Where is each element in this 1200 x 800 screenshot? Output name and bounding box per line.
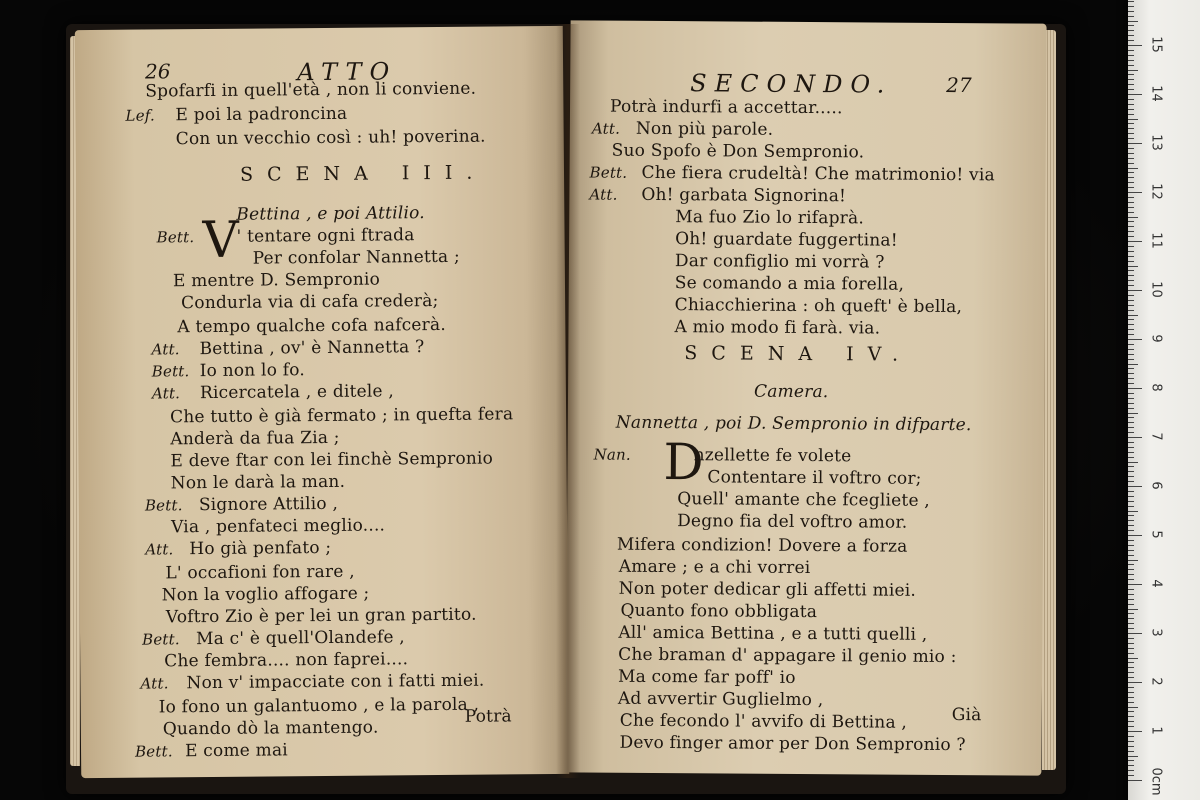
ruler-tick [1128,707,1138,708]
ruler-label: 12 [1148,183,1164,200]
ruler-tick [1128,545,1134,546]
ruler-tick [1128,359,1134,360]
ruler-tick [1128,1,1134,2]
ruler-tick [1128,84,1134,85]
speaker-label: Att. [591,119,621,138]
ruler-tick [1128,393,1134,394]
ruler-tick [1128,667,1134,668]
ruler-tick [1128,315,1138,316]
ruler-tick [1128,285,1134,286]
ruler-tick [1128,726,1134,727]
ruler-tick [1128,21,1138,22]
ruler-tick [1128,300,1134,301]
text-line: Devo finger amor per Don Sempronio ? [619,732,966,756]
text-line: Non la voglio affogare ; [161,583,370,606]
text-line: L' occafioni fon rare , [165,561,355,584]
ruler-tick [1128,246,1134,247]
ruler-tick [1128,427,1134,428]
ruler-tick [1128,765,1134,766]
text-line: Bettina , ov' è Nannetta ? [199,337,425,360]
ruler-tick [1128,94,1142,95]
ruler-tick [1128,623,1134,624]
ruler-tick [1128,466,1134,467]
ruler-tick [1128,236,1134,237]
ruler-tick [1128,207,1134,208]
ruler-tick [1128,383,1134,384]
ruler-tick [1128,555,1134,556]
text-line: Se comando a mia forella, [674,273,905,295]
ruler-tick [1128,104,1134,105]
ruler-tick [1128,89,1134,90]
speaker-label: Att. [151,384,181,403]
ruler-tick [1128,290,1142,291]
text-line: Chiacchierina : oh queft' è bella, [674,295,963,318]
text-line: Non v' impacciate con i fatti miei. [186,670,485,694]
ruler-label: 3 [1148,628,1164,637]
ruler-tick [1128,368,1134,369]
ruler-tick [1128,716,1134,717]
ruler-label: 11 [1148,232,1164,249]
ruler-label: 9 [1148,334,1164,343]
page-number: 27 [946,72,972,98]
ruler-tick [1128,687,1134,688]
text-line: Voftro Zio è per lei un gran partito. [165,604,477,628]
left-page [75,26,570,778]
ruler-tick [1128,692,1134,693]
ruler-tick [1128,329,1134,330]
ruler-tick [1128,633,1142,634]
ruler-tick [1128,609,1138,610]
text-line: A tempo qualche cofa nafcerà. [177,314,446,338]
ruler-tick [1128,653,1134,654]
catchword: Già [951,705,982,726]
ruler-tick [1128,40,1134,41]
ruler-tick [1128,226,1134,227]
ruler-tick [1128,172,1134,173]
ruler-tick [1128,452,1134,453]
ruler-tick [1128,305,1134,306]
ruler-tick [1128,760,1134,761]
ruler-tick [1128,658,1138,659]
ruler-tick [1128,520,1134,521]
ruler-tick [1128,378,1134,379]
ruler-tick [1128,481,1134,482]
ruler-tick [1128,648,1134,649]
speaker-label: Nan. [593,445,631,464]
ruler-tick [1128,319,1134,320]
ruler-tick [1128,511,1138,512]
ruler-tick [1128,182,1134,183]
text-line: Ho già penfato ; [189,537,332,560]
ruler-tick [1128,310,1134,311]
stage-direction: Bettina , e poi Attilio. [236,203,425,225]
text-line: E poi la padroncina [175,103,348,126]
ruler-tick [1128,462,1138,463]
text-line: Contentare il voftro cor; [707,467,922,489]
text-line: Ad avvertir Guglielmo , [617,688,824,711]
ruler-tick [1128,354,1134,355]
speaker-label: Att. [145,540,174,559]
ruler-tick [1128,187,1134,188]
ruler-tick [1128,133,1134,134]
ruler-tick [1128,677,1134,678]
ruler-tick [1128,70,1138,71]
text-line: Condurla via di cafa crederà; [181,290,439,314]
scene-heading: SCENA III. [239,161,487,186]
text-line: Anderà da fua Zia ; [170,427,340,450]
text-line: Ma c' è quell'Olandefe , [195,627,405,650]
page-number: 26 [145,59,171,84]
ruler-label: 1 [1148,726,1164,735]
ruler-tick [1128,45,1142,46]
ruler-tick [1128,417,1134,418]
ruler-label: 6 [1148,481,1164,490]
ruler-tick [1128,471,1134,472]
ruler-tick [1128,339,1142,340]
ruler-tick [1128,731,1142,732]
ruler-tick [1128,569,1134,570]
ruler-tick [1128,515,1134,516]
ruler-tick [1128,672,1134,673]
ruler-tick [1128,344,1134,345]
ruler-tick [1128,11,1134,12]
text-line: E deve ftar con lei finchè Sempronio [170,448,494,472]
speaker-label: Bett. [151,362,190,381]
ruler-tick [1128,65,1134,66]
ruler-tick [1128,128,1134,129]
ruler-tick [1128,780,1142,781]
text-line: Mifera condizion! Dovere a forza [616,534,908,557]
ruler-tick [1128,153,1134,154]
speaker-label: Bett. [141,630,180,649]
measuring-ruler [1128,0,1200,800]
ruler-tick [1128,535,1142,536]
ruler-tick [1128,408,1134,409]
text-line: Quanto fono obbligata [620,600,818,623]
text-line: Amare ; e a chi vorrei [618,556,811,579]
ruler-label: 14 [1148,85,1164,102]
ruler-tick [1128,217,1138,218]
ruler-tick [1128,25,1134,26]
ruler-label: 7 [1148,432,1164,441]
ruler-tick [1128,741,1134,742]
text-line: Non poter dedicar gli affetti miei. [618,578,917,601]
ruler-tick [1128,55,1134,56]
speaker-label: Att. [140,674,169,693]
ruler-tick [1128,212,1134,213]
ruler-tick [1128,295,1134,296]
speaker-label: Bett. [134,742,173,761]
running-head: ATTO [296,57,398,87]
ruler-tick [1128,270,1134,271]
ruler-tick [1128,373,1134,374]
ruler-tick [1128,711,1134,712]
text-line: All' amica Bettina , e a tutti quelli , [618,622,928,645]
ruler-tick [1128,643,1134,644]
speaker-label: Lef. [125,106,156,125]
speaker-label: Bett. [156,228,195,247]
ruler-tick [1128,413,1138,414]
ruler-tick [1128,628,1134,629]
ruler-tick [1128,584,1142,585]
ruler-tick [1128,476,1134,477]
ruler-tick [1128,496,1134,497]
catchword: Potrà [464,706,512,727]
ruler-tick [1128,251,1134,252]
ruler-tick [1128,275,1134,276]
ruler-tick [1128,721,1134,722]
text-line: Io fono un galantuomo , e la parola , [158,694,480,718]
ruler-tick [1128,775,1134,776]
ruler-tick [1128,148,1134,149]
ruler-tick [1128,197,1134,198]
ruler-tick [1128,364,1138,365]
ruler-tick [1128,109,1134,110]
text-line: Signore Attilio , [198,493,339,516]
ruler-tick [1128,599,1134,600]
text-line: Degno fia del voftro amor. [677,511,908,533]
text-line: A mio modo fi farà. via. [674,317,881,339]
ruler-tick [1128,16,1134,17]
drop-capital: V [202,210,239,270]
text-line: Non più parole. [635,118,774,140]
ruler-tick [1128,736,1134,737]
ruler-tick [1128,334,1134,335]
ruler-tick [1128,638,1134,639]
text-line: nzellette fe volete [693,445,852,467]
ruler-tick [1128,324,1134,325]
text-line: Che braman d' appagare il genio mio : [618,644,957,668]
ruler-tick [1128,437,1142,438]
ruler-tick [1128,432,1134,433]
text-line: Potrà indurfi a accettar..... [609,96,843,119]
ruler-tick [1128,74,1134,75]
ruler-tick [1128,491,1134,492]
ruler-tick [1128,618,1134,619]
speaker-label: Att. [589,185,618,204]
ruler-tick [1128,579,1134,580]
ruler-tick [1128,501,1134,502]
ruler-tick [1128,756,1138,757]
stage-direction: Nannetta , poi D. Sempronio in difparte. [615,412,972,436]
ruler-tick [1128,486,1142,487]
text-line: Che fecondo l' avvifo di Bettina , [619,710,908,733]
ruler-tick [1128,442,1134,443]
ruler-tick [1128,158,1134,159]
ruler-tick [1128,403,1134,404]
ruler-tick [1128,241,1142,242]
ruler-tick [1128,280,1134,281]
ruler-label: 0cm [1148,767,1164,796]
ruler-tick [1128,177,1134,178]
ruler-label: 15 [1148,36,1164,53]
ruler-label: 8 [1148,383,1164,392]
text-line: Ricercatela , e ditele , [199,381,395,404]
ruler-tick [1128,192,1142,193]
ruler-tick [1128,168,1138,169]
ruler-tick [1128,525,1134,526]
book-gutter [556,24,580,778]
ruler-tick [1128,604,1134,605]
ruler-tick [1128,231,1134,232]
running-head: SECONDO. [690,69,893,99]
right-page [565,20,1046,775]
ruler-tick [1128,221,1134,222]
text-line: ' tentare ogni ftrada [236,225,415,247]
ruler-tick [1128,256,1134,257]
ruler-tick [1128,388,1142,389]
ruler-label: 4 [1148,579,1164,588]
text-line: Io non lo fo. [199,360,306,382]
text-line: Ma come far poff' io [617,666,796,688]
text-line: Spofarfi in quell'età , non li conviene. [145,78,477,102]
ruler-tick [1128,6,1134,7]
ruler-tick [1128,560,1138,561]
text-line: Che tutto è già fermato ; in quefta fera [170,404,514,428]
ruler-tick [1128,594,1134,595]
speaker-label: Bett. [589,163,628,182]
text-line: Quell' amante che fcegliete , [677,489,931,511]
ruler-tick [1128,143,1142,144]
text-line: Per confolar Nannetta ; [252,246,460,269]
drop-capital: D [663,433,704,492]
ruler-tick [1128,119,1138,120]
text-line: Che fembra.... non faprei.... [164,649,409,672]
stage-direction: Camera. [753,381,829,403]
ruler-tick [1128,697,1134,698]
ruler-label: 10 [1148,281,1164,298]
text-line: Oh! garbata Signorina! [641,184,847,207]
ruler-label: 5 [1148,530,1164,539]
ruler-tick [1128,540,1134,541]
ruler-tick [1128,506,1134,507]
ruler-tick [1128,457,1134,458]
text-line: Che fiera crudeltà! Che matrimonio! via [641,162,995,186]
text-line: Non le darà la man. [170,471,346,494]
ruler-tick [1128,550,1134,551]
text-line: Suo Spofo è Don Sempronio. [611,140,865,163]
text-line: Oh! guardate fuggertina! [675,229,898,251]
ruler-tick [1128,261,1134,262]
text-line: E come mai [184,740,288,762]
ruler-tick [1128,447,1134,448]
ruler-tick [1128,398,1134,399]
ruler-tick [1128,422,1134,423]
ruler-tick [1128,613,1134,614]
ruler-tick [1128,682,1142,683]
ruler-tick [1128,123,1134,124]
text-line: Ma fuo Zio lo rifaprà. [675,207,865,229]
ruler-label: 13 [1148,134,1164,151]
ruler-tick [1128,138,1134,139]
ruler-tick [1128,60,1134,61]
ruler-tick [1128,662,1134,663]
ruler-tick [1128,589,1134,590]
ruler-tick [1128,266,1138,267]
ruler-tick [1128,35,1134,36]
ruler-tick [1128,564,1134,565]
text-line: E mentre D. Sempronio [172,269,381,292]
ruler-tick [1128,50,1134,51]
ruler-tick [1128,770,1134,771]
ruler-tick [1128,79,1134,80]
ruler-tick [1128,574,1134,575]
ruler-tick [1128,99,1134,100]
ruler-label: 2 [1148,677,1164,686]
scene-heading: SCENA IV. [684,342,913,366]
ruler-tick [1128,530,1134,531]
speaker-label: Att. [151,340,180,359]
ruler-tick [1128,751,1134,752]
text-line: Con un vecchio così : uh! poverina. [175,126,486,150]
ruler-tick [1128,746,1134,747]
speaker-label: Bett. [144,496,183,515]
text-line: Dar configlio mi vorrà ? [674,251,885,273]
text-line: Via , penfateci meglio.... [171,515,386,538]
ruler-tick [1128,163,1134,164]
ruler-tick [1128,349,1134,350]
ruler-tick [1128,202,1134,203]
ruler-tick [1128,114,1134,115]
ruler-tick [1128,30,1134,31]
ruler-tick [1128,702,1134,703]
text-line: Quando dò la mantengo. [162,717,379,740]
